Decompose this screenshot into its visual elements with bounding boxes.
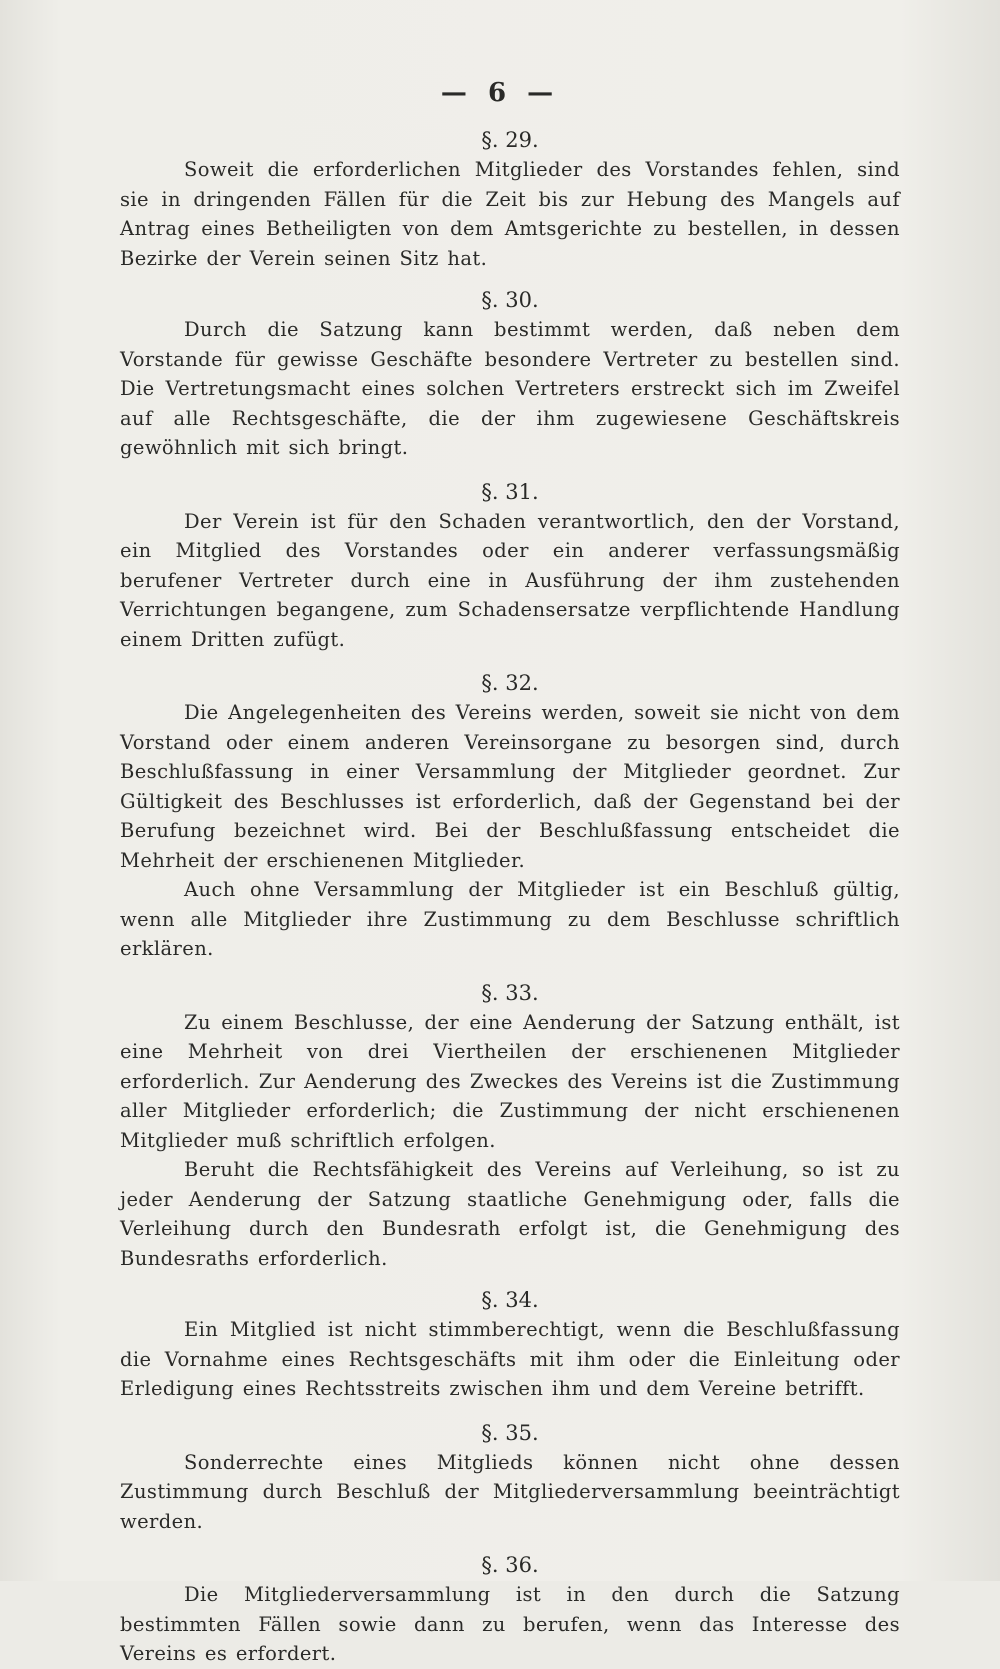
section-36 <box>120 1550 900 1669</box>
section-paragraph: Ein Mitglied ist nicht stimmberechtigt, wenn die Beschlußfassung die Vornahme eines Rechtsgeschäfts mit ihm oder die Einleitung oder Erledigung eines Rechtsstreits zwischen ihm und dem Vereine betrifft. <box>120 1318 900 1400</box>
section-heading: §. 31. <box>481 479 539 504</box>
section-30 <box>120 285 900 463</box>
section-heading: §. 30. <box>481 288 539 312</box>
section-heading: §. 34. <box>481 1288 539 1312</box>
section-paragraph: Soweit die erforderlichen Mitglieder des Vorstandes fehlen, sind sie in dringenden Fällen für die Zeit bis zur Hebung des Mangels auf Antrag eines Betheiligten von dem Amtsgerichte zu bestellen, in dessen Bezirke der Verein seinen Sitz hat. <box>120 158 900 270</box>
page-number: — 6 — <box>440 78 560 108</box>
section-paragraph: Auch ohne Versammlung der Mitglieder ist ein Beschluß gültig, wenn alle Mitglieder ihre Zustimmung zu dem Beschlusse schriftlich erklären. <box>120 878 900 960</box>
section-heading: §. 33. <box>481 980 539 1005</box>
section-paragraph: Der Verein ist für den Schaden verantwortlich, den der Vorstand, ein Mitglied des Vorstandes oder ein anderer verfassungsmäßig berufener Vertreter durch eine in Ausführung der ihm zustehenden Verrichtungen begangene, zum Schadensersatze verpflichtende Handlung einem Dritten zufügt. <box>120 509 900 651</box>
section-29 <box>120 125 900 273</box>
section-35 <box>120 1418 900 1537</box>
section-31 <box>120 477 900 655</box>
section-paragraph: Sonderrechte eines Mitglieds können nicht ohne dessen Zustimmung durch Beschluß der Mitgliederversammlung beeinträchtigt werden. <box>120 1450 900 1533</box>
section-paragraph: Beruht die Rechtsfähigkeit des Vereins auf Verleihung, so ist zu jeder Aenderung der Satzung staatliche Genehmigung oder, falls die Verleihung durch den Bundesrath erfolgt ist, die Genehmigung des Bundesraths erforderlich. <box>120 1158 900 1270</box>
section-paragraph: Zu einem Beschlusse, der eine Aenderung der Satzung enthält, ist eine Mehrheit von drei Viertheilen der erschienenen Mitglieder erforderlich. Zur Aenderung des Zweckes des Vereins ist die Zustimmung aller Mitglieder erforderlich; die Zustimmung der nicht erschienenen Mitglieder muß schriftlich erfolgen. <box>120 1010 900 1152</box>
section-heading: §. 32. <box>481 671 539 695</box>
section-paragraph: Die Mitgliederversammlung ist in den durch die Satzung bestimmten Fällen sowie dann zu berufen, wenn das Interesse des Vereins es erfordert. <box>120 1583 900 1665</box>
section-paragraph: Durch die Satzung kann bestimmt werden, daß neben dem Vorstande für gewisse Geschäfte besondere Vertreter zu bestellen sind. Die Vertretungsmacht eines solchen Vertreters erstreckt sich im Zweifel auf alle Rechtsgeschäfte, die der ihm zugewiesene Geschäftskreis gewöhnlich mit sich bringt. <box>120 318 900 459</box>
section-heading: §. 35. <box>481 1420 539 1445</box>
section-paragraph: Die Angelegenheiten des Vereins werden, soweit sie nicht von dem Vorstand oder einem anderen Vereinsorgane zu besorgen sind, durch Beschlußfassung in einer Versammlung der Mitglieder geordnet. Zur Gültigkeit des Beschlusses ist erforderlich, daß der Gegenstand bei der Berufung bezeichnet wird. Bei der Beschlußfassung entscheidet die Mehrheit der erschienenen Mitglieder. <box>120 701 900 872</box>
section-32 <box>120 668 900 964</box>
section-33 <box>120 978 900 1274</box>
page-body <box>120 125 900 1669</box>
section-heading: §. 36. <box>481 1553 539 1577</box>
section-34 <box>120 1285 900 1404</box>
section-heading: §. 29. <box>481 128 539 152</box>
